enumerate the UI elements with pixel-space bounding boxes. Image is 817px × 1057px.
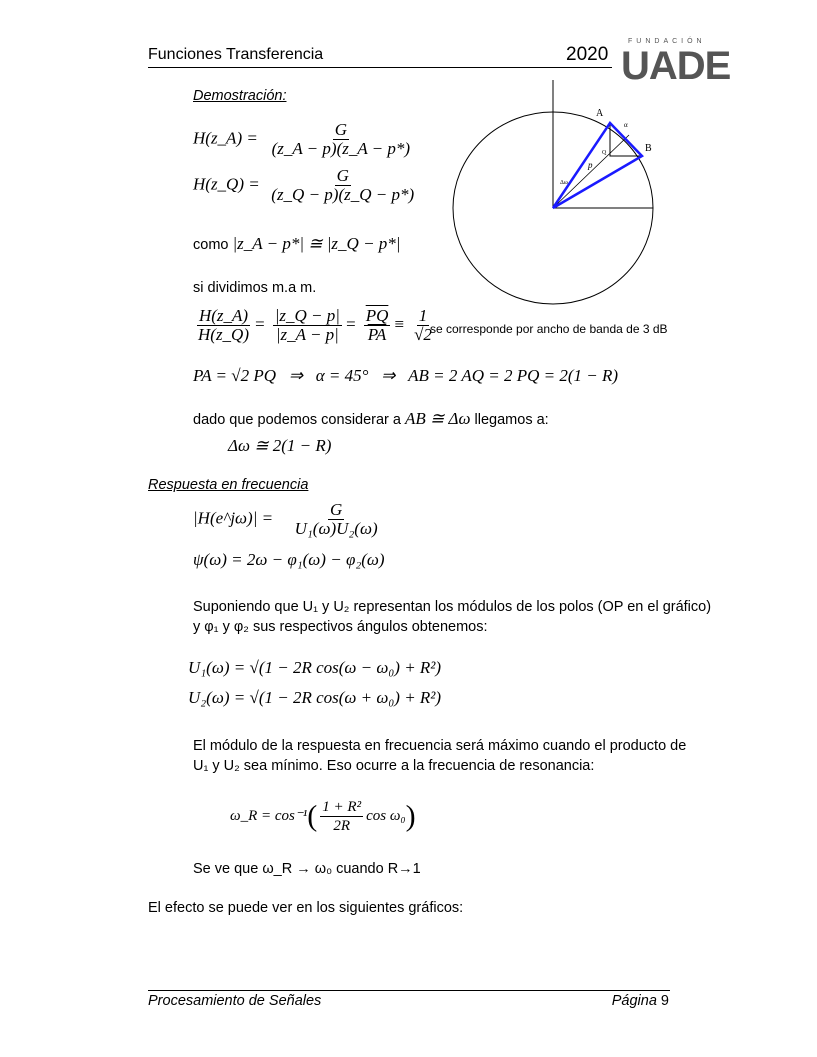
como-line	[193, 234, 400, 254]
dado-line	[193, 409, 549, 429]
footer-page	[612, 993, 669, 1010]
header-year: 2020	[566, 44, 609, 65]
label-q: Q	[602, 150, 607, 156]
eq-u1: U₁(ω) = √(1 − 2R cos(ω − ω₀) + R²)	[188, 658, 442, 677]
eq-lhs: ω_R = cos⁻¹	[230, 807, 308, 824]
respuesta-heading: Respuesta en frecuencia	[148, 477, 309, 493]
se-ve-text: Se ve que ω_R → ω₀ cuando R→1	[193, 861, 421, 877]
eq-lhs: H(z_A) =	[193, 128, 258, 148]
eq-den: PA	[367, 325, 387, 344]
eq-num: 1	[418, 306, 428, 325]
eq-lhs: |H(e^jω)| =	[193, 508, 274, 528]
eq-den: H(z_Q)	[198, 325, 249, 344]
eq-num: H(z_A)	[198, 306, 249, 325]
label-alpha: α	[624, 121, 628, 129]
logo-uade: UADE	[621, 44, 731, 88]
eq-sign: =	[344, 314, 357, 334]
suponiendo-line-2: y φ₁ y φ₂ sus respectivos ángulos obtenemos:	[193, 619, 488, 635]
dado-text: dado que podemos considerar a	[193, 412, 401, 428]
label-b: B	[645, 143, 652, 154]
modulo-line-2: U₁ y U₂ sea mínimo. Eso ocurre a la frecuencia de resonancia:	[193, 758, 595, 774]
footer-course: Procesamiento de Señales	[148, 993, 322, 1009]
eq-num: $\overline{PQ}$	[365, 306, 389, 325]
demo-heading: Demostración:	[193, 88, 287, 104]
unit-circle-diagram	[440, 80, 680, 320]
dado-end: llegamos a:	[474, 412, 549, 428]
eq-ratio	[193, 307, 437, 344]
page-number: 9	[660, 993, 669, 1009]
dado-expr: AB ≅ Δω	[405, 409, 471, 428]
label-a: A	[596, 108, 604, 119]
dividimos-text: si dividimos m.a m.	[193, 280, 317, 296]
eq-h-zq	[193, 167, 426, 204]
eq-den: √2	[414, 325, 432, 344]
bandwidth-note: se corresponde por ancho de banda de 3 dB	[430, 322, 668, 336]
eq-pa: PA = √2 PQ ⇒ α = 45° ⇒ AB = 2 AQ = 2 PQ = 2(1 − R)	[193, 366, 619, 385]
eq-delta: Δω ≅ 2(1 − R)	[228, 436, 332, 455]
eq-sign: ≡	[393, 314, 405, 334]
eq-sign: =	[254, 314, 266, 334]
eq-lhs: H(z_Q) =	[193, 174, 260, 194]
eq-num: 1 + R²	[322, 799, 362, 815]
label-delta-omega: Δω	[560, 180, 568, 186]
logo-fundacion: FUNDACIÓN	[628, 38, 706, 45]
eq-num: G	[336, 166, 349, 185]
page-label: Página	[611, 993, 657, 1009]
eq-rhs: cos ω₀	[366, 807, 406, 824]
eq-psi: ψ(ω) = 2ω − φ₁(ω) − φ₂(ω)	[193, 550, 385, 569]
modulo-line-1: El módulo de la respuesta en frecuencia será máximo cuando el producto de	[193, 738, 687, 754]
label-p: p	[588, 160, 593, 170]
eq-h-mag	[193, 501, 399, 538]
footer-rule	[148, 990, 670, 991]
eq-u2: U₂(ω) = √(1 − 2R cos(ω + ω₀) + R²)	[188, 688, 442, 707]
eq-h-za	[193, 121, 424, 158]
header-rule	[148, 67, 612, 68]
eq-den: (z_A − p)(z_A − p*)	[271, 139, 411, 158]
eq-num: G	[329, 500, 343, 519]
eq-den: 2R	[333, 818, 351, 834]
como-expr: |z_A − p*| ≅ |z_Q − p*|	[232, 234, 401, 253]
eq-den: (z_Q − p)(z_Q − p*)	[271, 185, 415, 204]
como-text: como	[193, 237, 229, 253]
eq-num: |z_Q − p|	[274, 306, 340, 325]
efecto-text: El efecto se puede ver en los siguientes gráficos:	[148, 900, 464, 916]
eq-den: U₁(ω)U₂(ω)	[294, 519, 378, 538]
eq-omega-r: ω_R = cos⁻¹( $\frac{\text{1 + R²}}{2R}$ cos ω₀)	[230, 799, 416, 834]
suponiendo-line-1: Suponiendo que U₁ y U₂ representan los módulos de los polos (OP en el gráfico)	[193, 599, 712, 615]
eq-den: |z_A − p|	[275, 325, 339, 344]
eq-num: G	[334, 120, 347, 139]
header-title: Funciones Transferencia	[148, 46, 324, 63]
